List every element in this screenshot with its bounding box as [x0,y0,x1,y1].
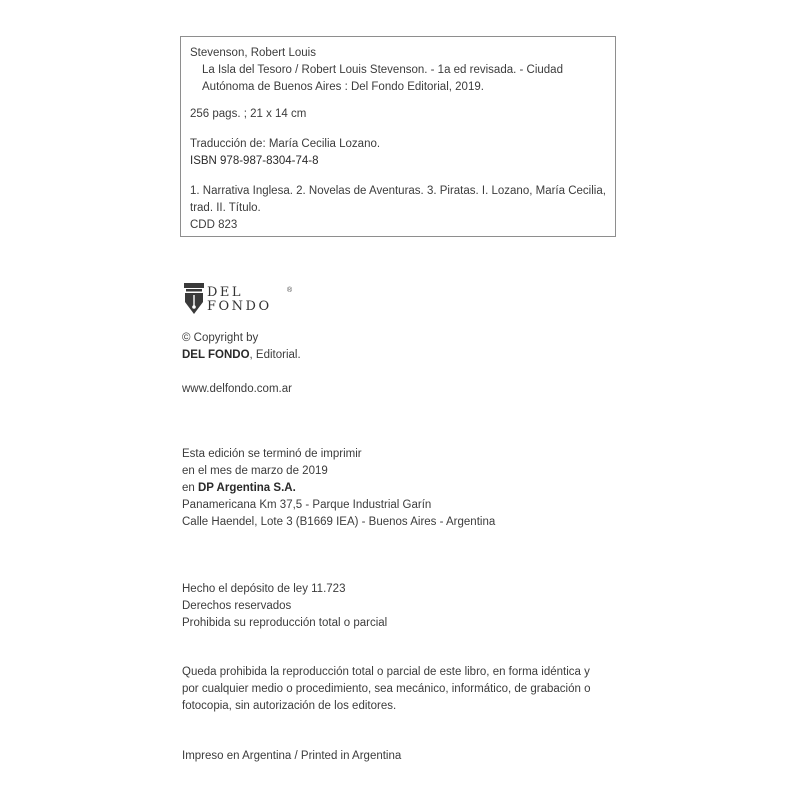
copyright-publisher-suffix: , Editorial. [249,349,301,361]
catalog-cdd: CDD 823 [190,219,238,231]
pen-nib-icon [183,282,205,316]
copyright-publisher-line [182,347,301,364]
logo-word-del: DEL [207,285,244,300]
legal-prohibition: Prohibida su reproducción total o parcial [182,617,388,629]
printing-line1: Esta edición se terminó de imprimir [182,448,362,460]
printing-line5: Calle Haendel, Lote 3 (B1669 IEA) - Buenos Aires - Argentina [182,516,496,528]
notice-line2: por cualquier medio o procedimiento, sea mecánico, informático, de grabación o [182,683,591,695]
notice-line1: Queda prohibida la reproducción total o parcial de este libro, en forma idéntica y [182,666,590,678]
catalog-entry-line1: La Isla del Tesoro / Robert Louis Stevenson. - 1a ed revisada. - Ciudad [202,64,563,76]
publisher-logo [183,282,303,320]
catalog-subjects-line1: 1. Narrativa Inglesa. 2. Novelas de Aventuras. 3. Piratas. I. Lozano, María Cecilia, [190,185,606,197]
printing-line3 [182,480,495,497]
legal-deposit: Hecho el depósito de ley 11.723 [182,583,346,595]
catalog-isbn: ISBN 978-987-8304-74-8 [190,155,319,167]
printing-block [182,446,495,531]
website-link[interactable]: www.delfondo.com.ar [182,383,292,395]
printed-in-block [182,748,401,765]
printing-line4: Panamericana Km 37,5 - Parque Industrial Garín [182,499,432,511]
catalog-translation: Traducción de: María Cecilia Lozano. [190,138,381,150]
registered-mark: ® [287,287,293,294]
catalog-entry-line2: Autónoma de Buenos Aires : Del Fondo Editorial, 2019. [202,81,484,93]
printed-in-line: Impreso en Argentina / Printed in Argentina [182,750,402,762]
catalog-physical-description: 256 pags. ; 21 x 14 cm [190,108,307,120]
copyright-block [182,330,301,364]
copyright-publisher: DEL FONDO [182,349,250,361]
logo-wordmark [207,286,272,314]
catalog-subjects-line2: trad. II. Título. [190,202,261,214]
copyright-line: © Copyright by [182,332,259,344]
notice-block [182,664,590,715]
legal-rights: Derechos reservados [182,600,292,612]
printing-line2: en el mes de marzo de 2019 [182,465,328,477]
legal-block [182,581,387,632]
printer-name: DP Argentina S.A. [198,482,296,494]
notice-line3: fotocopia, sin autorización de los editores. [182,700,397,712]
website-block [182,381,292,398]
catalog-author: Stevenson, Robert Louis [190,47,316,59]
catalog-record [180,36,616,237]
logo-word-fondo: FONDO [207,299,272,314]
printing-line3-prefix: en [182,482,198,494]
